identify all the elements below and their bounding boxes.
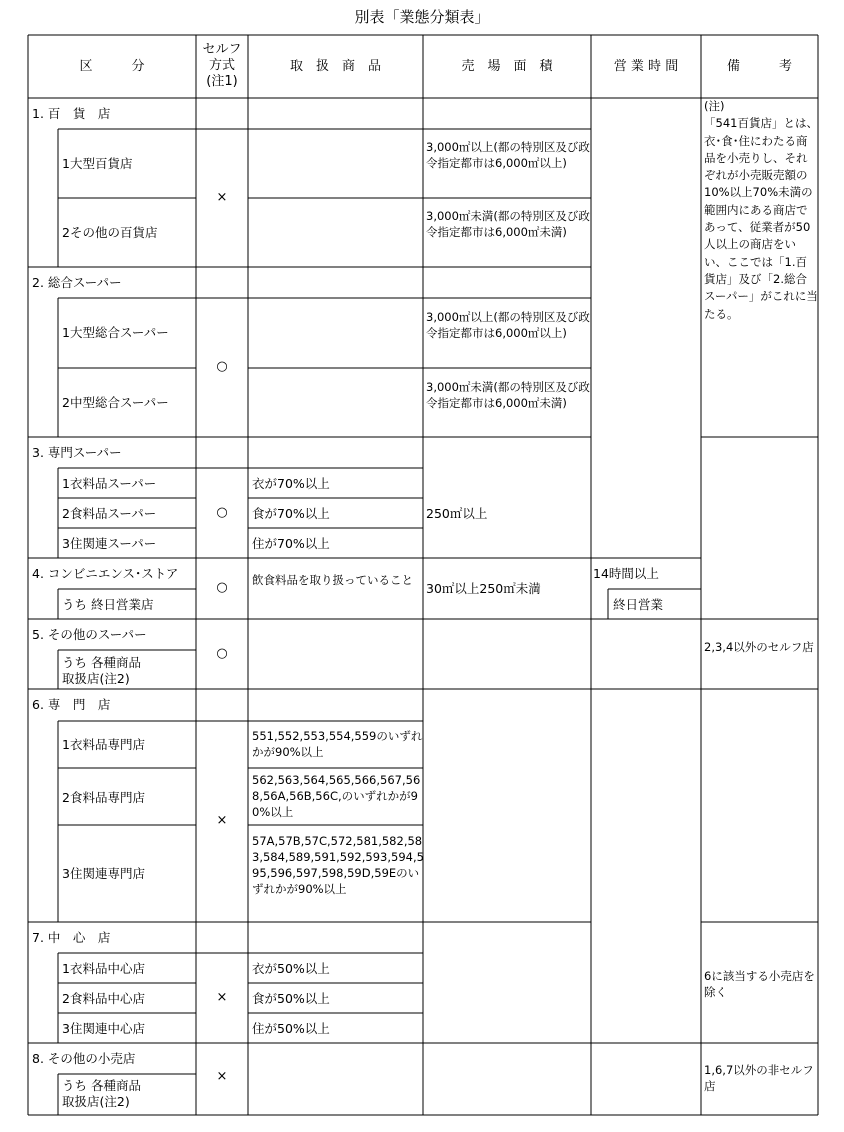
dept-sub-large: 1大型百貨店 bbox=[62, 156, 133, 171]
dept-area-large: 3,000㎡以上(都の特別区及び政令指定都市は6,000㎡以上) bbox=[426, 140, 590, 170]
header-self-service: セルフ 方式 (注1) bbox=[202, 42, 242, 89]
gms-area-medium: 3,000㎡未満(都の特別区及び政令指定都市は6,000㎡未満) bbox=[426, 380, 590, 410]
section-other-retail-name: 8. その他の小売店 bbox=[32, 1051, 136, 1066]
convenience-hours: 14時間以上 bbox=[593, 566, 659, 581]
specialty-sub-clothing: 1衣料品専門店 bbox=[62, 737, 145, 752]
gms-area-large: 3,000㎡以上(都の特別区及び政令指定都市は6,000㎡以上) bbox=[426, 310, 590, 340]
convenience-hours-24h: 終日営業 bbox=[613, 597, 664, 612]
convenience-products: 飲食料品を取り扱っていること bbox=[252, 573, 413, 587]
header-products: 取 扱 商 品 bbox=[289, 59, 381, 74]
other-super-remark: 2,3,4以外のセルフ店 bbox=[704, 640, 814, 654]
specialty-super-sub-food: 2食料品スーパー bbox=[62, 506, 157, 521]
section-dept-name: 1. 百 貨 店 bbox=[32, 106, 111, 121]
dept-remark: (注) 「541百貨店」とは、衣･食･住にわたる商品を小売りし、それぞれが小売販売額の10%以上70%未満の範囲内にある商店であって、従業者が50人以上の商店をいい、ここでは「1.百貨店」及び「2.総合スーパー」がこれに当たる。 bbox=[704, 99, 818, 321]
specialty-self-mark: × bbox=[216, 813, 228, 828]
convenience-self-mark: ○ bbox=[216, 580, 228, 595]
gms-self-mark: ○ bbox=[216, 359, 228, 374]
header-remarks: 備 考 bbox=[726, 59, 792, 74]
specialty-super-prod-clothing: 衣が70%以上 bbox=[252, 476, 330, 491]
convenience-area: 30㎡以上250㎡未満 bbox=[426, 581, 541, 596]
header-category: 区 分 bbox=[79, 59, 145, 74]
central-sub-clothing: 1衣料品中心店 bbox=[62, 961, 145, 976]
other-super-sub: うち 各種商品 取扱店(注2) bbox=[62, 655, 141, 686]
section-specialty-name: 6. 専 門 店 bbox=[32, 697, 111, 712]
dept-area-other: 3,000㎡未満(都の特別区及び政令指定都市は6,000㎡未満) bbox=[426, 209, 590, 239]
central-prod-clothing: 衣が50%以上 bbox=[252, 961, 330, 976]
specialty-super-prod-living: 住が70%以上 bbox=[252, 536, 330, 551]
header-hours: 営 業 時 間 bbox=[613, 59, 679, 74]
other-retail-sub: うち 各種商品 取扱店(注2) bbox=[62, 1078, 141, 1109]
specialty-sub-food: 2食料品専門店 bbox=[62, 790, 145, 805]
dept-self-mark: × bbox=[216, 190, 228, 205]
header-floor-area: 売 場 面 積 bbox=[461, 59, 553, 74]
business-category-table bbox=[28, 35, 818, 1115]
convenience-sub-24h: うち 終日営業店 bbox=[62, 597, 154, 612]
specialty-prod-living: 57A,57B,57C,572,581,582,583,584,589,591,592,593,594,595,596,597,598,59D,59Eのいずれかが90%以上 bbox=[252, 834, 424, 896]
central-sub-living: 3住関連中心店 bbox=[62, 1021, 145, 1036]
dept-sub-other: 2その他の百貨店 bbox=[62, 225, 158, 240]
other-retail-remark: 1,6,7以外の非セルフ店 bbox=[704, 1063, 814, 1093]
specialty-super-prod-food: 食が70%以上 bbox=[252, 506, 330, 521]
central-prod-living: 住が50%以上 bbox=[252, 1021, 330, 1036]
other-super-self-mark: ○ bbox=[216, 646, 228, 661]
specialty-super-sub-living: 3住関連スーパー bbox=[62, 536, 157, 551]
other-retail-self-mark: × bbox=[216, 1069, 228, 1084]
section-convenience-name: 4. コンビニエンス･ストア bbox=[32, 566, 179, 581]
page-title: 別表「業態分類表」 bbox=[354, 8, 490, 26]
gms-sub-medium: 2中型総合スーパー bbox=[62, 395, 169, 410]
specialty-super-area: 250㎡以上 bbox=[426, 506, 488, 521]
section-central-name: 7. 中 心 店 bbox=[32, 930, 111, 945]
gms-sub-large: 1大型総合スーパー bbox=[62, 325, 169, 340]
central-prod-food: 食が50%以上 bbox=[252, 991, 330, 1006]
section-other-super-name: 5. その他のスーパー bbox=[32, 627, 147, 642]
specialty-prod-food: 562,563,564,565,566,567,568,56A,56B,56C,のいずれかが90%以上 bbox=[252, 773, 421, 819]
central-self-mark: × bbox=[216, 990, 228, 1005]
specialty-prod-clothing: 551,552,553,554,559のいずれかが90%以上 bbox=[252, 729, 423, 759]
specialty-super-self-mark: ○ bbox=[216, 505, 228, 520]
central-sub-food: 2食料品中心店 bbox=[62, 991, 145, 1006]
central-remark: 6に該当する小売店を除く bbox=[704, 969, 815, 999]
section-specialty-super-name: 3. 専門スーパー bbox=[32, 445, 122, 460]
specialty-super-sub-clothing: 1衣料品スーパー bbox=[62, 476, 157, 491]
section-gms-name: 2. 総合スーパー bbox=[32, 275, 122, 290]
specialty-sub-living: 3住関連専門店 bbox=[62, 866, 145, 881]
